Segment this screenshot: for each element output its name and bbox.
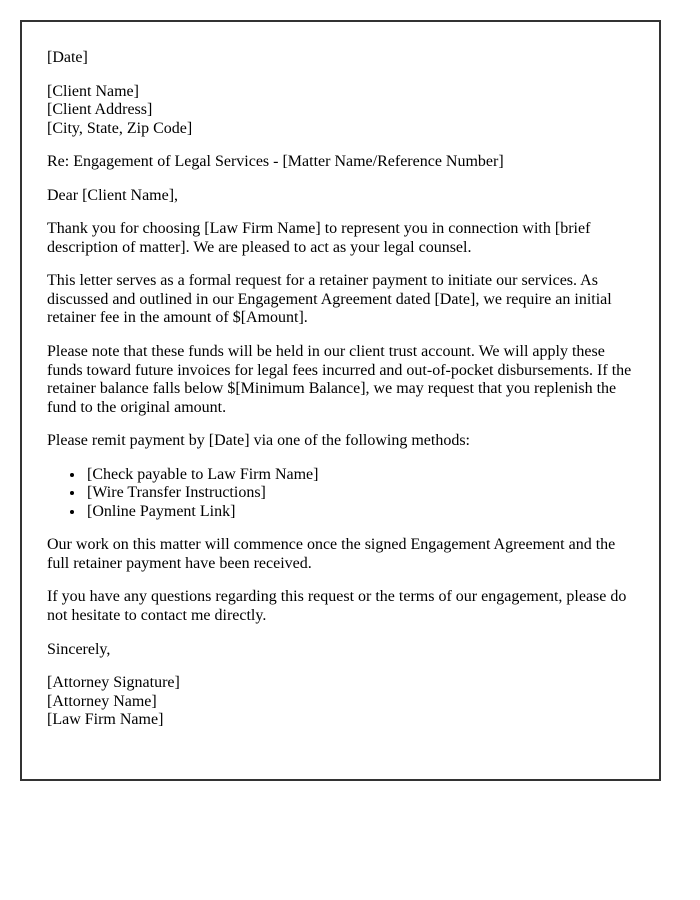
recipient-name: [Client Name] <box>47 82 139 100</box>
recipient-address: [Client Address] <box>47 101 153 119</box>
letter-page <box>20 20 661 781</box>
signoff: Sincerely, <box>47 640 111 658</box>
payment-methods-list <box>47 466 632 522</box>
paragraph-remit-instructions: Please remit payment by [Date] via one of the following methods: <box>47 432 470 450</box>
salutation: Dear [Client Name], <box>47 186 179 204</box>
payment-method-check: • [Check payable to Law Firm Name] <box>85 466 632 485</box>
subject-line: Re: Engagement of Legal Services - [Matter Name/Reference Number] <box>47 153 504 171</box>
payment-method-online: • [Online Payment Link] <box>85 503 632 522</box>
letter-date: [Date] <box>47 49 88 66</box>
payment-method-wire: • [Wire Transfer Instructions] <box>85 484 632 503</box>
paragraph-trust-account: Please note that these funds will be held in our client trust account. We will apply these funds toward future invoices for legal fees incurred and out-of-pocket disbursements. If the retainer balance falls below $[Minimum Balance], we may request that you replenish the fund to the original amount. <box>47 343 632 416</box>
attorney-name-line: [Attorney Name] <box>47 692 157 710</box>
signature-block <box>47 674 632 730</box>
paragraph-intro: Thank you for choosing [Law Firm Name] to represent you in connection with [brief description of matter]. We are pleased to act as your legal counsel. <box>47 220 591 256</box>
paragraph-questions: If you have any questions regarding this request or the terms of our engagement, please do not hesitate to contact me directly. <box>47 588 627 625</box>
paragraph-commencement: Our work on this matter will commence once the signed Engagement Agreement and the full retainer payment have been received. <box>47 536 616 572</box>
recipient-city-state-zip: [City, State, Zip Code] <box>47 119 193 137</box>
law-firm-name-line: [Law Firm Name] <box>47 711 164 729</box>
recipient-address-block <box>47 83 632 139</box>
paragraph-retainer-request: This letter serves as a formal request for a retainer payment to initiate our services. As discussed and outlined in our Engagement Agreement dated [Date], we require an initial retainer fee in the amount of $[Amount]. <box>47 272 612 327</box>
attorney-signature-line: [Attorney Signature] <box>47 674 180 692</box>
